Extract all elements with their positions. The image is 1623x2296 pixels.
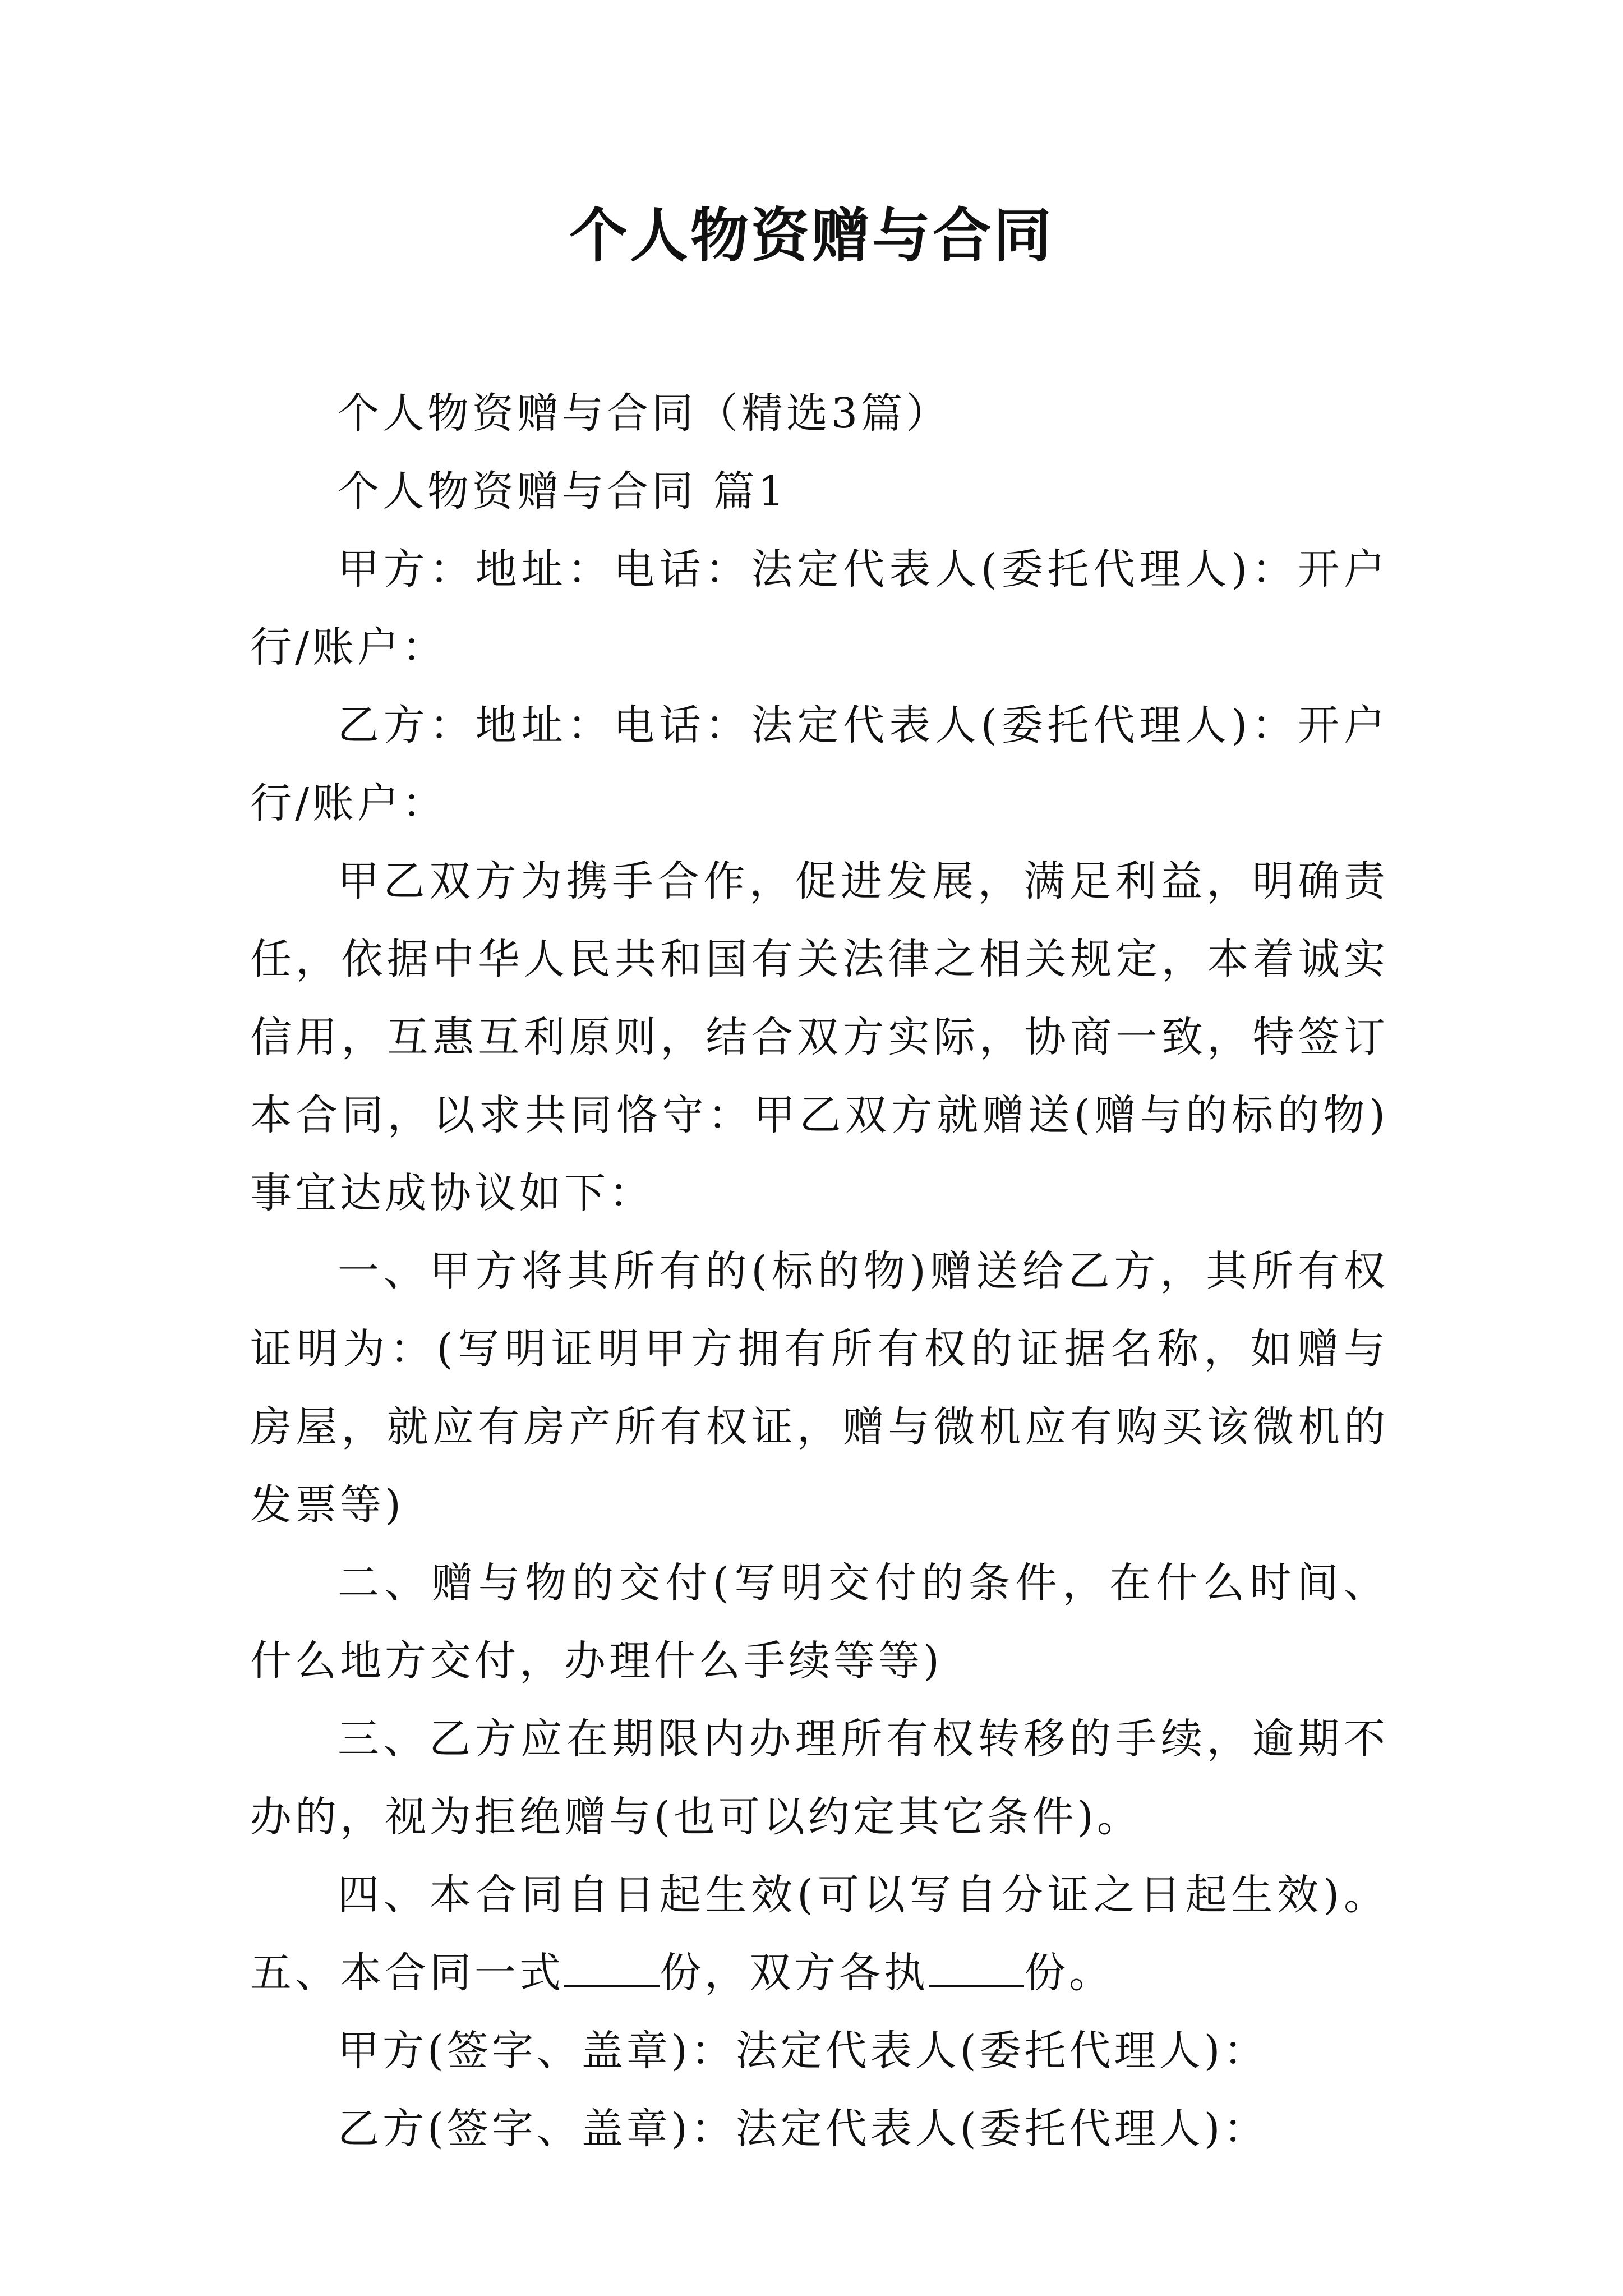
section-heading: 个人物资赠与合同 篇1 xyxy=(338,467,788,516)
clause-5-middle-text: 份，双方各执 xyxy=(660,1949,929,1997)
signature-party-a: 甲方(签字、盖章)：法定代表人(委托代理人)： xyxy=(338,2027,1269,2075)
copies-total-blank xyxy=(564,1951,660,1987)
preamble-paragraph: 甲乙双方为携手合作，促进发展，满足利益，明确责任，依据中华人民共和国有关法律之相关规定，本着诚实信用，互惠互利原则，结合双方实际，协商一致，特签订本合同，以求共同恪守：甲乙双方就赠送(赠与的标的物)事宜达成协议如下： xyxy=(250,857,1389,1217)
clause-1: 一、甲方将其所有的(标的物)赠送给乙方，其所有权证明为：(写明证明甲方拥有所有权的证据名称，如赠与房屋，就应有房产所有权证，赠与微机应有购买该微机的发票等) xyxy=(250,1247,1389,1529)
document-body xyxy=(250,375,1389,2168)
clause-2: 二、赠与物的交付(写明交付的条件，在什么时间、什么地方交付，办理什么手续等等) xyxy=(250,1559,1389,1685)
clause-4-5-text: 四、本合同自日起生效(可以写自分证之日起生效)。五、本合同一式 xyxy=(250,1871,1389,1997)
clause-5-end-text: 份。 xyxy=(1024,1949,1114,1997)
copies-each-blank xyxy=(929,1951,1024,1987)
document-title: 个人物资赠与合同 xyxy=(569,201,1054,270)
signature-party-b: 乙方(签字、盖章)：法定代表人(委托代理人)： xyxy=(338,2105,1269,2153)
clause-3: 三、乙方应在期限内办理所有权转移的手续，逾期不办的，视为拒绝赠与(也可以约定其它条件)。 xyxy=(250,1715,1389,1841)
document-subtitle: 个人物资赠与合同（精选3篇） xyxy=(338,389,951,438)
party-b-info: 乙方：地址：电话：法定代表人(委托代理人)：开户行/账户： xyxy=(250,701,1389,827)
party-a-info: 甲方：地址：电话：法定代表人(委托代理人)：开户行/账户： xyxy=(250,545,1389,671)
clause-4-5 xyxy=(250,1856,1389,2012)
